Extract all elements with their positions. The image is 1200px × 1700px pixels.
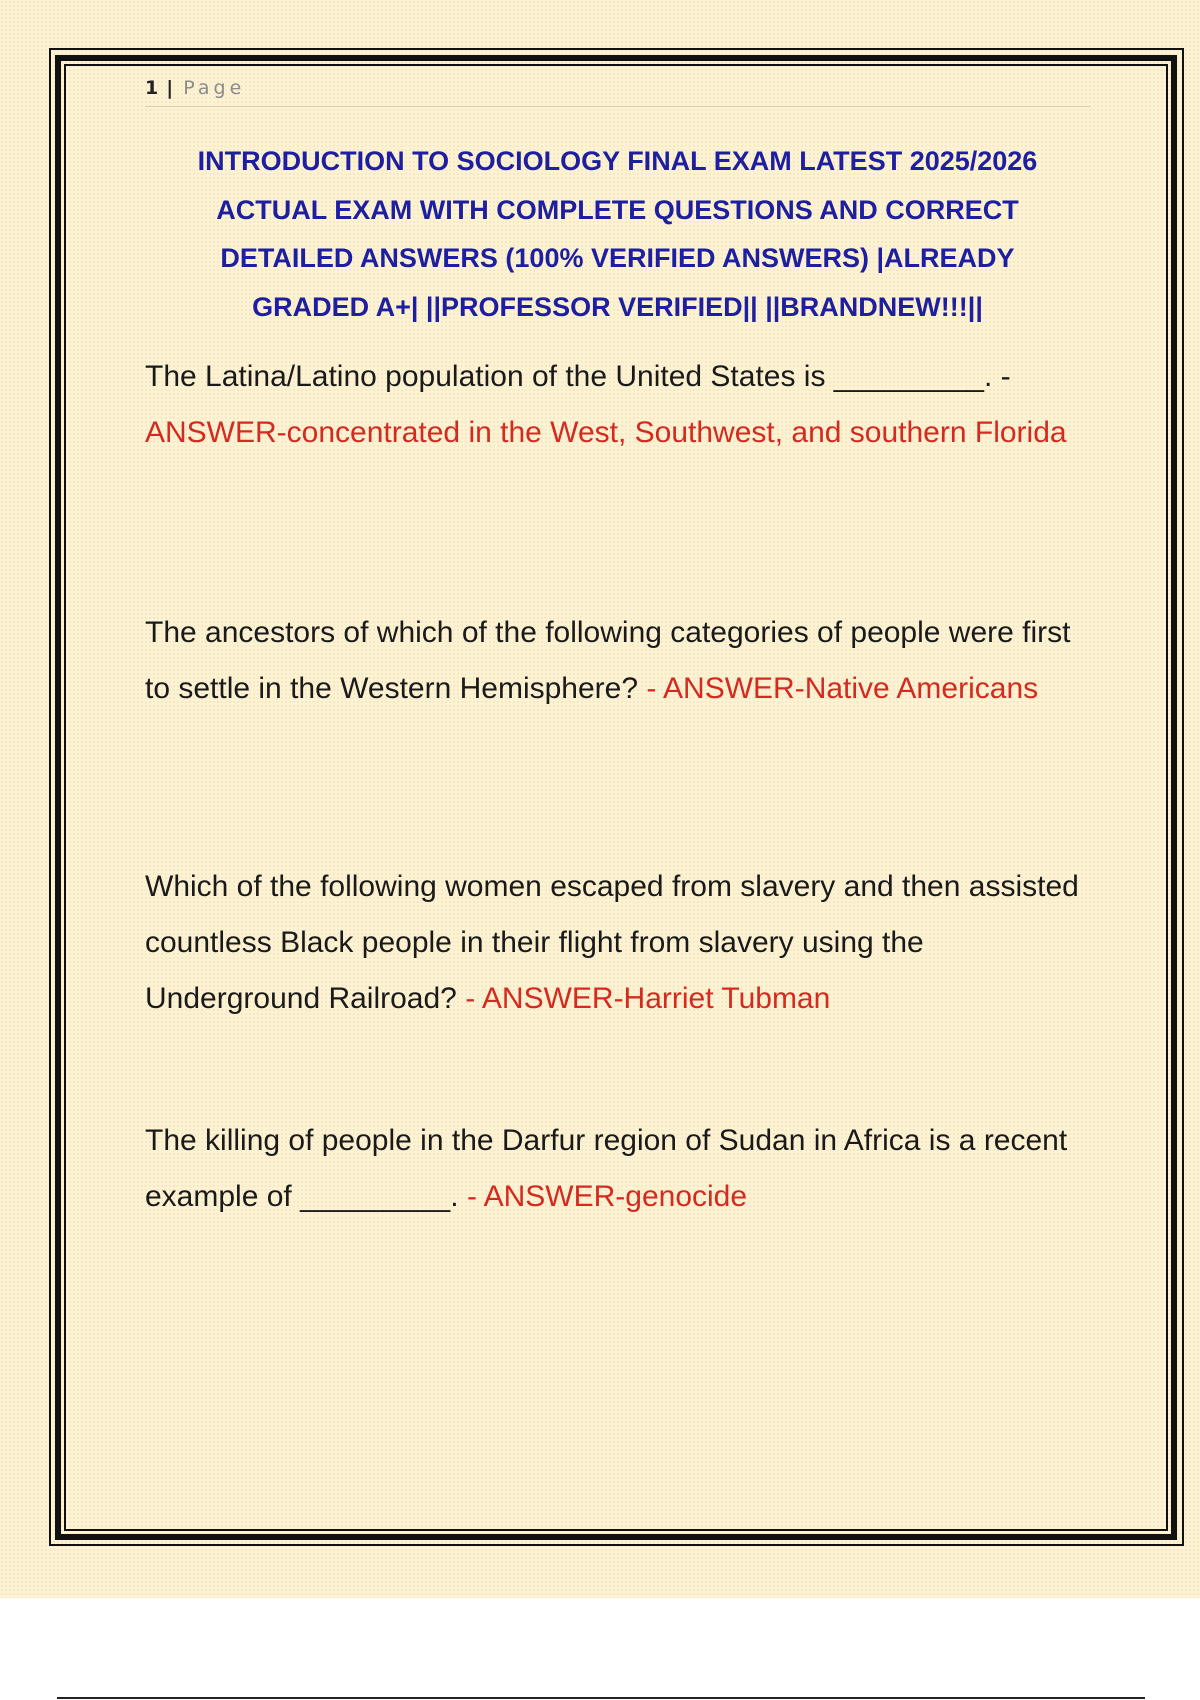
question-block-1: [145, 349, 1090, 461]
question-text: Which of the following women escaped from slavery and then assisted countless Black people in their flight from slavery using the Underground Railroad?: [145, 870, 1079, 1015]
title-line: ACTUAL EXAM WITH COMPLETE QUESTIONS AND CORRECT: [216, 194, 1019, 225]
title-line: GRADED A+| ||PROFESSOR VERIFIED|| ||BRANDNEW!!!||: [252, 291, 983, 322]
question-text: The ancestors of which of the following categories of people were first to settle in the Western Hemisphere?: [145, 616, 1071, 705]
answer-text: - ANSWER-Native Americans: [646, 672, 1039, 705]
answer-text: - ANSWER-genocide: [466, 1180, 748, 1213]
question-text: The killing of people in the Darfur region of Sudan in Africa is a recent example of _________.: [145, 1124, 1068, 1213]
question-text: The Latina/Latino population of the United States is _________. -: [145, 360, 1011, 393]
page-header-label: Page: [183, 77, 246, 99]
page-header-separator: |: [166, 77, 174, 99]
bottom-divider: [57, 1697, 1145, 1699]
title-line: INTRODUCTION TO SOCIOLOGY FINAL EXAM LATEST 2025/2026: [197, 146, 1038, 176]
page-header: [145, 74, 1090, 107]
document-title: [145, 137, 1090, 331]
answer-text: - ANSWER-Harriet Tubman: [465, 982, 831, 1015]
title-line: DETAILED ANSWERS (100% VERIFIED ANSWERS) |ALREADY: [220, 243, 1015, 273]
answer-text: ANSWER-concentrated in the West, Southwest, and southern Florida: [145, 416, 1067, 449]
question-block-2: [145, 605, 1090, 717]
question-block-3: [145, 859, 1090, 1027]
question-block-4: [145, 1113, 1090, 1225]
page-number: 1: [145, 77, 159, 99]
